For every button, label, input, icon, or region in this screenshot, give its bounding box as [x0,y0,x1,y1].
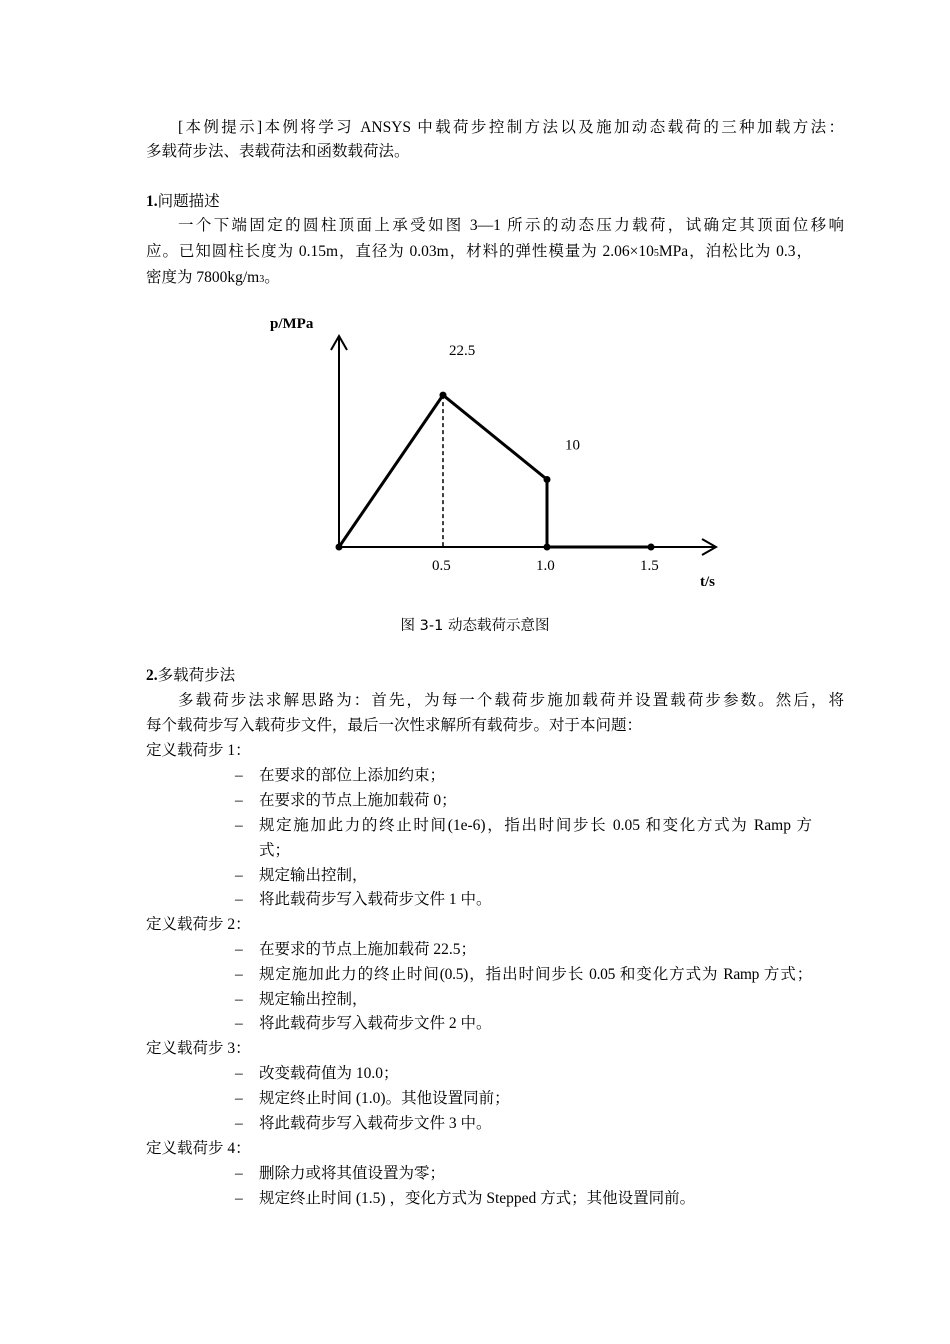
bullet-dash: – [235,867,243,884]
bullet-dash: – [235,1190,243,1207]
section1-heading [146,190,812,214]
step2-title: 定义载荷步 2： [146,916,251,933]
data-point [648,544,655,551]
bullet-dash: – [235,941,243,958]
bullet-dash: – [235,1165,243,1182]
section2-heading-text: 多载荷步法 [157,667,236,684]
load-series-line [339,395,651,547]
section2-heading-number: 2. [146,667,158,684]
step1-item: 规定输出控制， [259,867,368,884]
exponent-superscript: 5 [653,248,659,259]
step1-title: 定义载荷步 1： [146,742,251,759]
step1-item: 在要求的节点上施加载荷 0； [259,792,457,809]
section2-line-2: 每个载荷步写入载荷步文件，最后一次性求解所有载荷步。对于本问题： [146,717,643,734]
section1-line-1: 一个下端固定的圆柱顶面上承受如图 3—1 所示的动态压力载荷，试确定其顶面位移响 [178,217,844,234]
step1-item: 在要求的部位上添加约束； [259,767,446,784]
step1-item: 将此载荷步写入载荷步文件 1 中。 [259,891,492,908]
section1-heading-number: 1. [146,193,158,210]
bullet-dash: – [235,767,243,784]
step1-item: 规定施加此力的终止时间(1e-6)，指出时间步长 0.05 和变化方式为 Ramp 方 [259,817,812,834]
section1-line-2 [146,240,812,264]
intro-line-2: 多载荷步法、表载荷法和函数载荷法。 [146,143,410,160]
step2-item: 在要求的节点上施加载荷 22.5； [259,941,477,958]
data-point [440,392,447,399]
bullet-dash: – [235,1090,243,1107]
step3-item: 改变载荷值为 10.0； [259,1065,399,1082]
section1-line-2b: MPa，泊松比为 0.3， [658,243,812,260]
step2-item: 规定施加此力的终止时间(0.5)，指出时间步长 0.05 和变化方式为 Ramp 方式； [259,966,812,983]
bullet-dash: – [235,792,243,809]
figure-caption: 图 3-1 动态载荷示意图 [400,618,550,634]
step1-item-continuation: 式； [259,842,291,859]
section1-heading-text: 问题描述 [157,193,220,210]
bullet-dash: – [235,991,243,1008]
bullet-dash: – [235,891,243,908]
peak-value-label: 22.5 [449,343,476,360]
intro-line-1: [本例提示]本例将学习 ANSYS 中载荷步控制方法以及施加动态载荷的三种加载方法： [178,119,844,136]
section1-line-3 [146,266,812,290]
bullet-dash: – [235,966,243,983]
step3-item: 将此载荷步写入载荷步文件 3 中。 [259,1115,492,1132]
section2-heading [146,664,812,688]
x-tick-label: 0.5 [432,558,451,574]
data-point [336,544,343,551]
x-tick-label: 1.5 [640,558,659,574]
step-value-label: 10 [565,437,580,454]
bullet-dash: – [235,1115,243,1132]
step2-item: 将此载荷步写入载荷步文件 2 中。 [259,1015,492,1032]
section1-line-3b: 。 [264,269,280,286]
step3-title: 定义载荷步 3： [146,1040,251,1057]
bullet-dash: – [235,1065,243,1082]
step4-item: 删除力或将其值设置为零； [259,1165,446,1182]
section1-line-2a: 应。已知圆柱长度为 0.15m，直径为 0.03m，材料的弹性模量为 2.06×10 [146,243,654,260]
unit-superscript: 3 [259,274,265,285]
y-axis-label: p/MPa [270,316,314,332]
data-point [544,476,551,483]
x-axis-label: t/s [700,574,715,590]
step3-item: 规定终止时间 (1.0)。其他设置同前； [259,1090,510,1107]
load-chart [260,300,730,600]
section2-line-1: 多载荷步法求解思路为：首先，为每一个载荷步施加载荷并设置载荷步参数。然后，将 [178,692,844,709]
data-point [544,544,551,551]
section1-line-3a: 密度为 7800kg/m [146,269,260,286]
step4-item: 规定终止时间 (1.5) ，变化方式为 Stepped 方式；其他设置同前。 [259,1190,696,1207]
step2-item: 规定输出控制， [259,991,368,1008]
x-tick-label: 1.0 [536,558,555,574]
bullet-dash: – [235,817,243,834]
bullet-dash: – [235,1015,243,1032]
step4-title: 定义载荷步 4： [146,1140,251,1157]
